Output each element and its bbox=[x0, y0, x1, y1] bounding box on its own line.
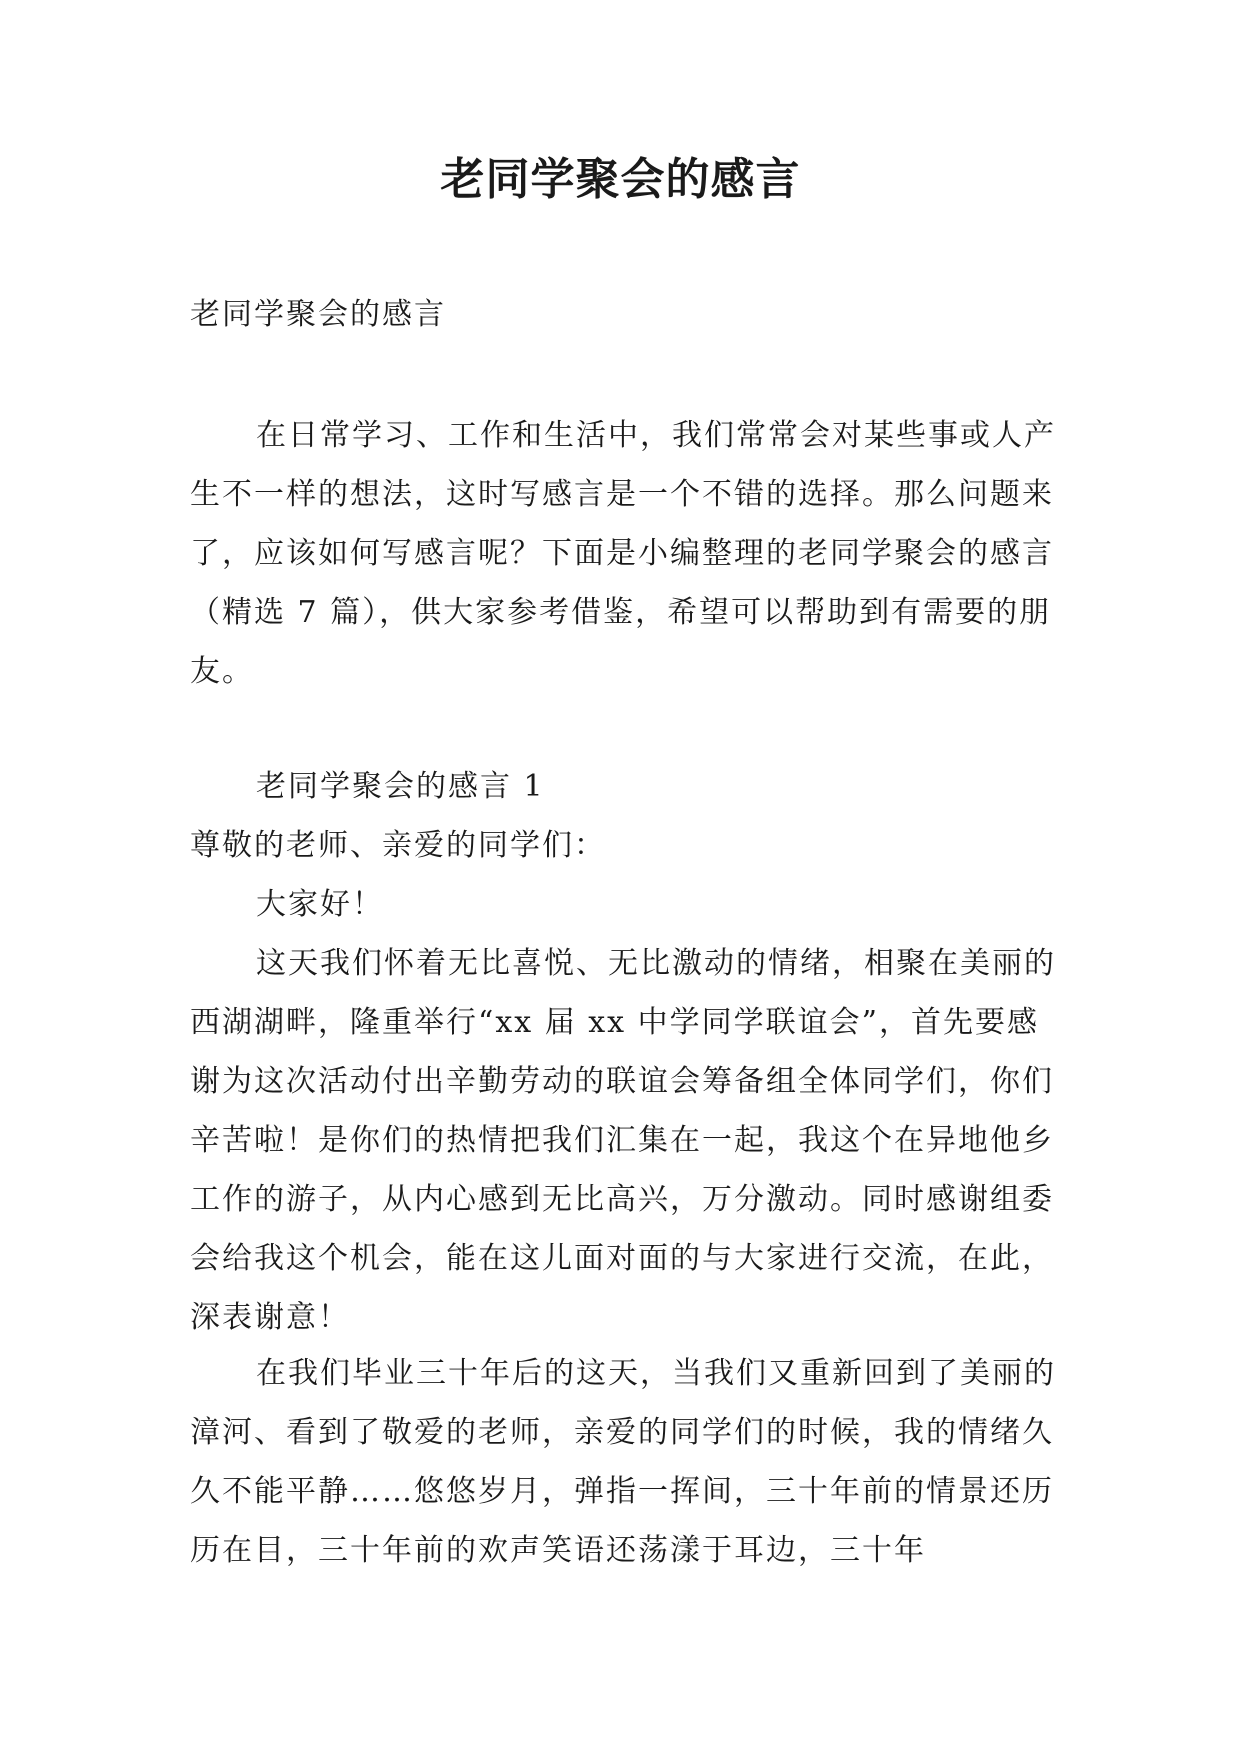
section-title: 老同学聚会的感言 1 bbox=[256, 769, 545, 804]
document-title: 老同学聚会的感言 bbox=[440, 154, 801, 205]
body-paragraph-2: 在我们毕业三十年后的这天，当我们又重新回到了美丽的漳河、看到了敬爱的老师，亲爱的同学们的时候，我的情绪久久不能平静……悠悠岁月，弹指一挥间，三十年前的情景还历历在目，三十年前的欢声笑语还荡漾于耳边，三十年 bbox=[190, 1356, 1056, 1568]
body-paragraph-1: 这天我们怀着无比喜悦、无比激动的情绪，相聚在美丽的西湖湖畔，隆重举行“xx 届 xx 中学同学联谊会”，首先要感谢为这次活动付出辛勤劳动的联谊会筹备组全体同学们，你们辛苦啦！是你们的热情把我们汇集在一起，我这个在异地他乡工作的游子，从内心感到无比高兴，万分激动。同时感谢组委会给我这个机会，能在这儿面对面的与大家进行交流，在此，深表谢意！ bbox=[190, 946, 1056, 1335]
document-subtitle: 老同学聚会的感言 bbox=[190, 297, 446, 332]
greeting-line: 尊敬的老师、亲爱的同学们： bbox=[190, 828, 606, 863]
intro-paragraph: 在日常学习、工作和生活中，我们常常会对某些事或人产生不一样的想法，这时写感言是一个不错的选择。那么问题来了，应该如何写感言呢？下面是小编整理的老同学聚会的感言（精选 7 篇），供大家参考借鉴，希望可以帮助到有需要的朋友。 bbox=[190, 418, 1056, 689]
hello-line: 大家好！ bbox=[256, 887, 384, 922]
